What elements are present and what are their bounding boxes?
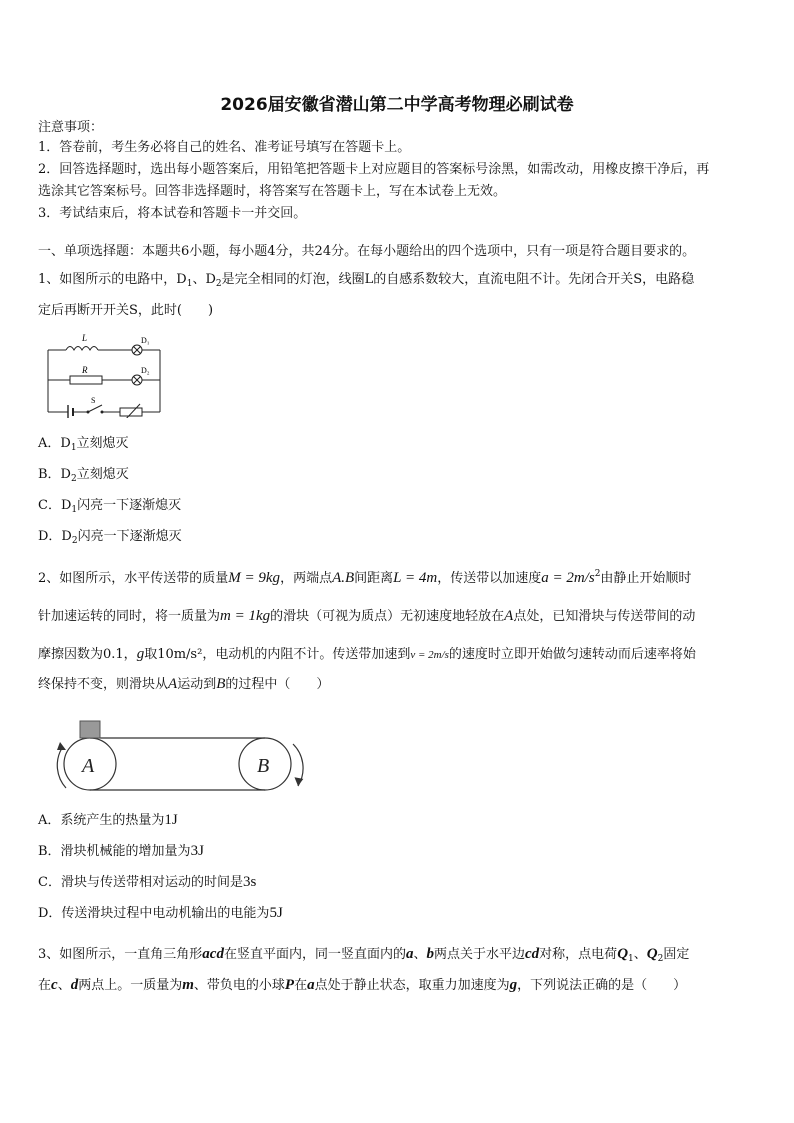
option-c: C．滑块与传送带相对运动的时间是3s [38,874,257,890]
resistor-label: R [82,365,88,375]
question-2-stem: 2、如图所示，水平传送带的质量M = 9kg，两端点A.B间距离L = 4m，传送带以加速度$a = 2m/s^2$由静止开始顺时 [38,569,692,586]
slider-block [80,721,100,738]
inductor-label: L [82,333,88,343]
notice-item: 3．考试结束后，将本试卷和答题卡一并交回。 [38,206,307,221]
question-2-stem-cont: 终保持不变，则滑块从A运动到B的过程中（ ） [38,676,330,692]
pulley-b-label: B [257,755,270,777]
lamp-d1-label: D₁ [141,336,150,345]
option-d: D．传送滑块过程中电动机输出的电能为5J [38,905,283,921]
option-c: C．$D_1$闪亮一下逐渐熄灭 [38,498,182,515]
question-1-stem-cont: 定后再断开开关S，此时( ) [38,303,214,318]
notice-item: 选涂其它答案标号。回答非选择题时，将答案写在答题卡上，写在本试卷上无效。 [38,184,507,199]
conveyor-belt-diagram [40,716,320,798]
question-1-stem: 1、如图所示的电路中，$D_1$、$D_2$是完全相同的灯泡，线圈L的自感系数较大，直流电阻不计。先闭合开关S，电路稳 [38,272,695,289]
notice-heading: 注意事项： [38,120,104,135]
option-a: A．系统产生的热量为1J [38,812,178,828]
circuit-diagram [44,328,166,418]
question-3-stem-cont: 在c、d两点上。一质量为m、带负电的小球P在a点处于静止状态，取重力加速度为g，下列说法正确的是（ ） [38,977,687,993]
option-d: D．$D_2$闪亮一下逐渐熄灭 [38,529,182,546]
pulley-a-label: A [82,755,95,777]
option-b: B．$D_2$立刻熄灭 [38,467,129,484]
page-title: 2026届安徽省潜山第二中学高考物理必刷试卷 [220,95,574,115]
notice-item: 2．回答选择题时，选出每小题答案后，用铅笔把答题卡上对应题目的答案标号涂黑，如需改动，用橡皮擦干净后，再 [38,162,710,177]
question-3-stem: 3、如图所示，一直角三角形acd在竖直平面内，同一竖直面内的a、b两点关于水平边cd对称，点电荷$Q_1$、$Q_2$固定 [38,946,690,964]
lamp-d2-label: D₂ [141,366,150,375]
option-a: A．$D_1$立刻熄灭 [38,436,129,453]
question-2-stem-cont: 摩擦因数为0.1，g取10m/s²，电动机的内阻不计。传送带加速到v = 2m/s的速度时立即开始做匀速转动而后速率将始 [38,646,696,662]
switch-label: S [91,396,96,405]
question-2-stem-cont: 针加速运转的同时，将一质量为m = 1kg的滑块（可视为质点）无初速度地轻放在A点处，已知滑块与传送带间的动 [38,608,696,624]
section-heading: 一、单项选择题：本题共6小题，每小题4分，共24分。在每小题给出的四个选项中，只有一项是符合题目要求的。 [38,244,696,259]
notice-item: 1．答卷前，考生务必将自己的姓名、准考证号填写在答题卡上。 [38,140,411,155]
option-b: B．滑块机械能的增加量为3J [38,843,204,859]
